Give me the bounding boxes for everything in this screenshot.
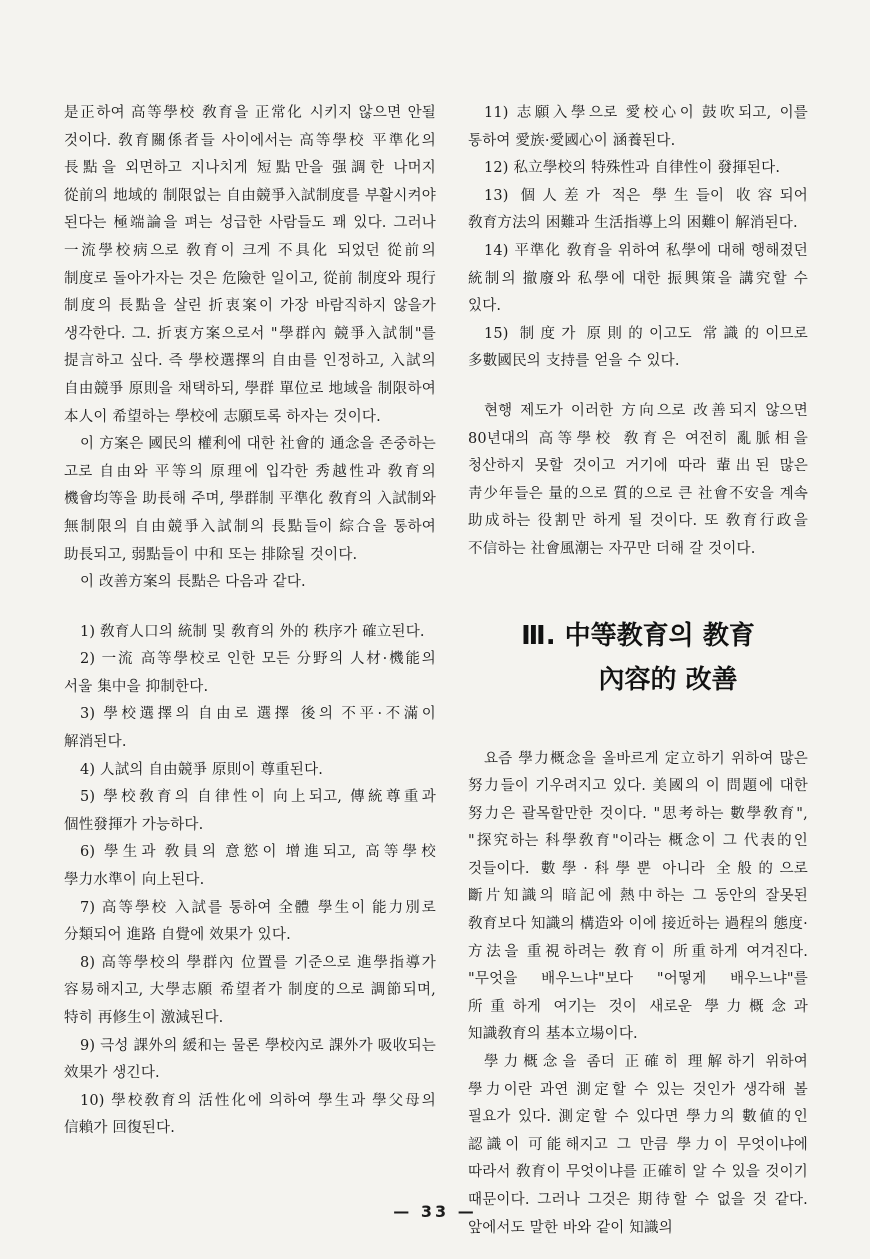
section-heading-line1: Ⅲ. 中等教育의 教育 <box>521 620 755 651</box>
section-paragraph: 요즘 學力概念을 올바르게 定立하기 위하여 많은 努力들이 기우려지고 있다. 美國의 이 問題에 대한 努力은 괄목할만한 것이다. "思考하는 數學敎育", "探究하는 科學敎育"이라는 概念이 그 代表的인 것들이다. 數學·科學뿐 아니라 全般的으로 斷片知識의 暗記에 熱中하는 그 동안의 잘못된 敎育보다 知識의 構造와 이에 接近하는 過程의 態度·方法을 重視하려는 敎育이 所重하게 여겨진다. "무엇을 배우느냐"보다 "어떻게 배우느냐"를 所重하게 여기는 것이 새로운 學力概念과 知識敎育의 基本立場이다. <box>468 750 808 1043</box>
spacer <box>468 376 808 398</box>
section-heading-line2: 內容的 改善 <box>598 664 738 695</box>
list-item: 1) 敎育人口의 統制 및 敎育의 外的 秩序가 確立된다. <box>79 623 425 640</box>
list-item: 10) 學校敎育의 活性化에 의하여 學生과 學父母의 信賴가 回復된다. <box>64 1092 436 1137</box>
section-heading <box>468 614 808 702</box>
list-item: 9) 극성 課外의 緩和는 물론 學校內로 課外가 吸收되는 效果가 생긴다. <box>64 1037 436 1082</box>
page-number: — 33 — <box>393 1202 477 1221</box>
list-item: 6) 學生과 敎員의 意慾이 增進되고, 高等學校 學力水準이 向上된다. <box>64 844 436 889</box>
intro-paragraph: 이 改善方案의 長點은 다음과 같다. <box>79 574 306 591</box>
right-column <box>468 100 808 1242</box>
section-paragraph: 學力概念을 좀더 正確히 理解하기 위하여 學力이란 과연 測定할 수 있는 것인가 생각해 볼 필요가 있다. 測定할 수 있다면 學力의 數値的인 認識이 可能해지고 그 만큼 學力이 무엇이냐에 따라서 敎育이 무엇이냐를 正確히 알 수 있을 것이기 때문이다. 그러나 그것은 期待할 수 없을 것 같다. 앞에서도 말한 바와 같이 知識의 <box>468 1054 808 1236</box>
list-item: 7) 高等學校 入試를 통하여 全體 學生이 能力別로 分類되어 進路 自覺에 效果가 있다. <box>64 899 436 944</box>
list-item: 2) 一流 高等學校로 인한 모든 分野의 人材·機能의 서울 集中을 抑制한다. <box>64 651 436 695</box>
list-item: 14) 平準化 敎育을 위하여 私學에 대해 행해졌던 統制의 撤廢와 私學에 대한 振興策을 講究할 수 있다. <box>468 242 808 315</box>
list-item: 15) 制度가 原則的이고도 常識的이므로 多數國民의 支持를 얻을 수 있다. <box>468 325 808 370</box>
list-item: 5) 學校敎育의 自律性이 向上되고, 傳統尊重과 個性發揮가 가능하다. <box>64 789 436 833</box>
left-column <box>64 100 436 1143</box>
intro-paragraph: 是正하여 高等學校 敎育을 正常化 시키지 않으면 안될 것이다. 敎育關係者들 사이에서는 高等學校 平準化의 長點을 외면하고 지나치게 短點만을 强調한 나머지 從前의 地域的 制限없는 自由競爭入試制度를 부활시켜야 된다는 極端論을 펴는 성급한 사람들도 꽤 있다. 그러나 一流學校病으로 敎育이 크게 不具化 되었던 從前의 制度로 돌아가자는 것은 危險한 일이고, 從前 制度와 現行 制度의 長點을 살린 折衷案이 가장 바람직하지 않을가 생각한다. 그. 折衷方案으로서 "學群內 競爭入試制"를 提言하고 싶다. 즉 學校選擇의 自由를 인정하고, 入試의 自由競爭 原則을 채택하되, 學群 單位로 地域을 制限하여 本人이 希望하는 學校에 志願토록 하자는 것이다. <box>64 105 436 425</box>
list-item: 11) 志願入學으로 愛校心이 鼓吹되고, 이를 통하여 愛族·愛國心이 涵養된다. <box>468 105 808 149</box>
spacer <box>64 597 436 619</box>
list-item: 12) 私立學校의 特殊性과 自律性이 發揮된다. <box>483 160 781 177</box>
list-item: 13) 個人差가 적은 學生들이 收容되어 敎育方法의 困難과 生活指導上의 困難이 解消된다. <box>468 187 808 232</box>
list-item: 8) 高等學校의 學群內 位置를 기준으로 進學指導가 容易해지고, 大學志願 希望者가 制度的으로 調節되며, 特히 再修生이 激減된다. <box>64 954 436 1026</box>
closing-paragraph: 현행 제도가 이러한 方向으로 改善되지 않으면 80년대의 高等學校 敎育은 여전히 亂脈相을 청산하지 못할 것이고 거기에 따라 輩出된 많은 靑少年들은 量的으로 質的으로 큰 社會不安을 계속 助成하는 役割만 하게 될 것이다. 또 敎育行政을 不信하는 社會風潮는 자꾸만 더해 갈 것이다. <box>468 402 808 557</box>
intro-paragraph: 이 方案은 國民의 權利에 대한 社會的 通念을 존중하는 고로 自由와 平等의 原理에 입각한 秀越性과 敎育의 機會均等을 助長해 주며, 學群制 平準化 敎育의 入試制와 無制限의 自由競爭入試制의 長點들이 綜合을 통하여 助長되고, 弱點들이 中和 또는 排除될 것이다. <box>64 436 436 563</box>
list-item: 3) 學校選擇의 自由로 選擇 後의 不平·不滿이 解消된다. <box>64 706 436 751</box>
list-item: 4) 人試의 自由競爭 原則이 尊重된다. <box>79 761 324 778</box>
